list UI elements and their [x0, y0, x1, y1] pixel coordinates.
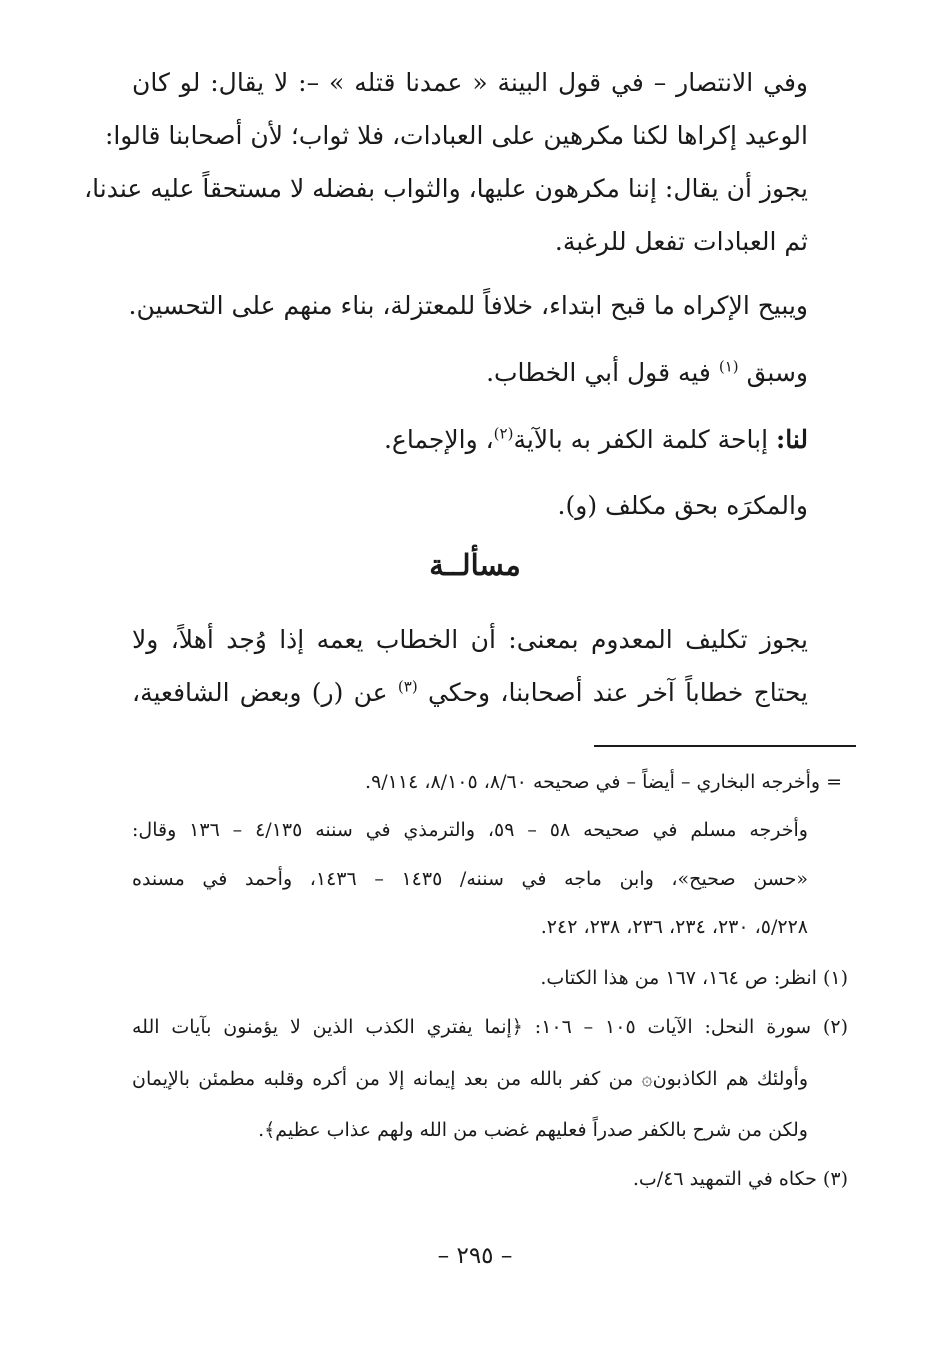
footnote-1: (١) انظر: ص ١٦٤، ١٦٧ من هذا الكتاب.	[540, 967, 848, 989]
body-text: فيه قول أبي الخطاب.	[486, 358, 711, 387]
body-paragraph	[486, 353, 808, 393]
body-paragraph: ويبيح الإكراه ما قبح ابتداء، خلافاً للمعتزلة، بناء منهم على التحسين.	[128, 291, 808, 320]
body-line: ثم العبادات تفعل للرغبة.	[554, 227, 808, 256]
footnote-2-line: ولكن من شرح بالكفر صدراً فعليهم غضب من الله ولهم عذاب عظيم﴾.	[258, 1119, 808, 1141]
body-line	[132, 673, 808, 713]
body-text: عن (ر) وبعض الشافعية،	[132, 678, 388, 707]
footnote-separator	[594, 745, 856, 747]
footnote-2-line: وأولئك هم الكاذبون۞ من كفر بالله من بعد إيمانه إلا من أكره وقلبه مطمئن بالإيمان	[132, 1068, 808, 1090]
body-line: يجوز تكليف المعدوم بمعنى: أن الخطاب يعمه إذا وُجد أهلاً، ولا	[132, 625, 808, 654]
footnote-3: (٣) حكاه في التمهيد ٤٦/ب.	[632, 1168, 848, 1190]
footnote-ref: (٣)	[397, 677, 418, 696]
body-text: يحتاج خطاباً آخر عند أصحابنا، وحكي	[427, 678, 808, 707]
footnote-line: ٥/٢٢٨، ٢٣٠، ٢٣٤، ٢٣٦، ٢٣٨، ٢٤٢.	[540, 916, 808, 938]
body-text: وسبق	[746, 358, 808, 387]
footnote-ref: (١)	[718, 357, 739, 376]
footnote-line: وأخرجه مسلم في صحيحه ٥٨ – ٥٩، والترمذي في سننه ٤/١٣٥ – ١٣٦ وقال:	[132, 819, 808, 841]
body-line: يجوز أن يقال: إننا مكرهون عليها، والثواب بفضله لا مستحقاً عليه عندنا،	[84, 174, 808, 203]
section-heading: مسألــة	[429, 548, 521, 582]
body-line: الوعيد إكراها لكنا مكرهين على العبادات، فلا ثواب؛ لأن أصحابنا قالوا:	[104, 121, 808, 150]
footnote-line: «حسن صحيح»، وابن ماجه في سننه/ ١٤٣٥ – ١٤٣٦، وأحمد في مسنده	[132, 868, 808, 890]
footnote-line: = وأخرجه البخاري – أيضاً – في صحيحه ٨/٦٠، ٨/١٠٥، ٩/١١٤.	[365, 771, 842, 793]
body-text: إباحة كلمة الكفر به بالآية	[513, 425, 769, 454]
lead-word: لنا:	[775, 425, 808, 454]
footnote-ref: (٢)	[493, 424, 514, 443]
body-paragraph	[384, 420, 808, 460]
page-number: – ٢٩٥ –	[437, 1243, 513, 1269]
footnote-2-line: (٢) سورة النحل: الآيات ١٠٥ – ١٠٦: ﴿إنما يفتري الكذب الذين لا يؤمنون بآيات الله	[132, 1016, 848, 1038]
body-line: وفي الانتصار – في قول البينة « عمدنا قتله » –: لا يقال: لو كان	[132, 68, 808, 97]
body-text: ، والإجماع.	[383, 425, 494, 454]
body-paragraph: والمكرَه بحق مكلف (و).	[557, 491, 808, 520]
